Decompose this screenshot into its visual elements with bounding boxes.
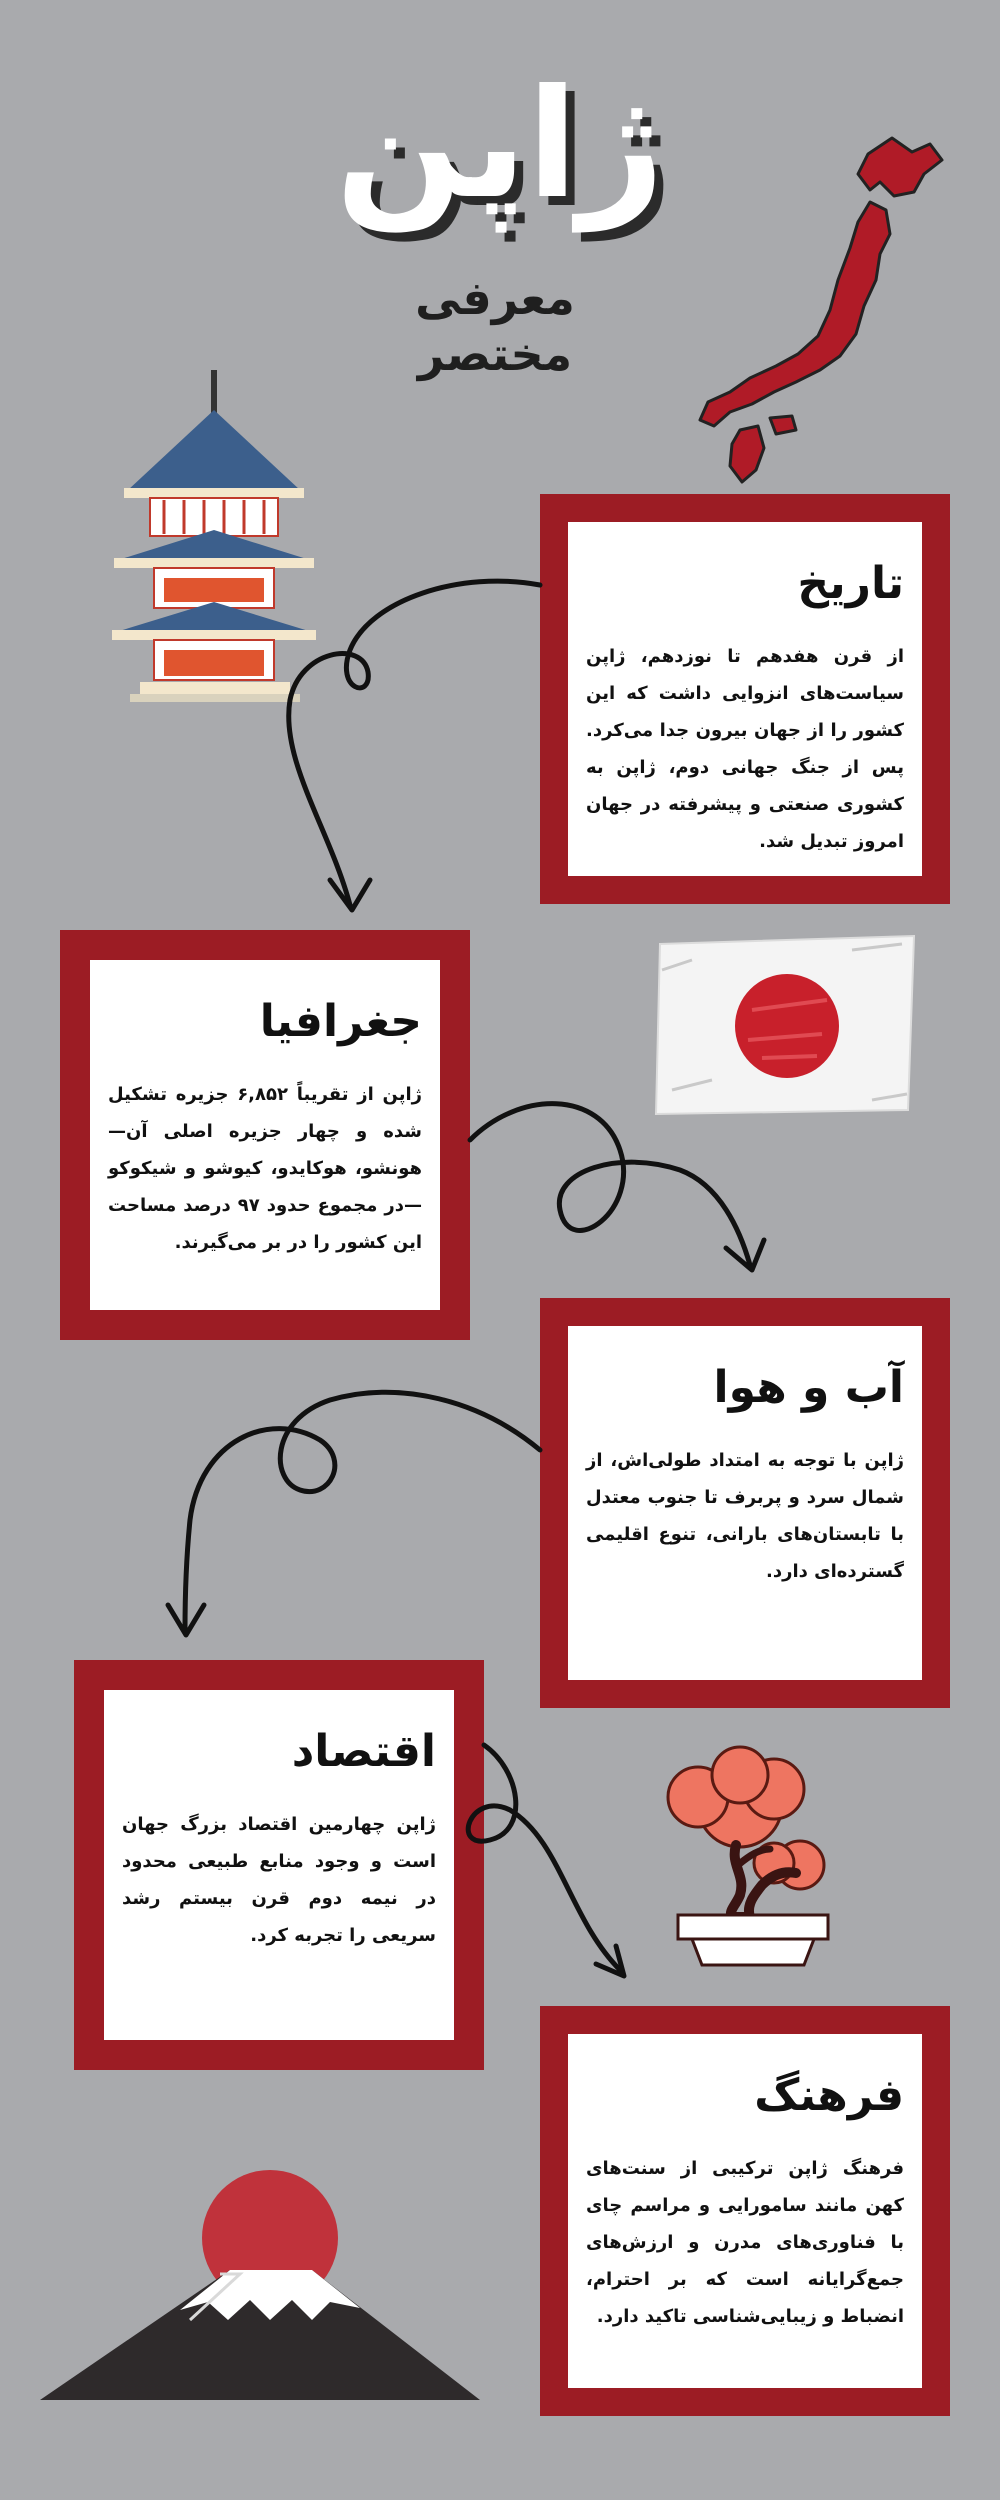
card-body-geography: ژاپن از تقریباً ۶,۸۵۲ جزیره تشکیل شده و چهار جزیره اصلی آن—هونشو، هوکایدو، کیوشو و شیکوکو—در مجموع حدود ۹۷ درصد مساحت این کشور را در بر می‌گیرند. <box>108 1084 423 1253</box>
card-title-climate: آب و هوا <box>713 1362 904 1413</box>
card-title-economy: اقتصاد <box>291 1726 436 1777</box>
card-culture <box>540 2006 950 2416</box>
page-title: ژاپن <box>335 58 665 232</box>
card-body-history: از قرن هفدهم تا نوزدهم، ژاپن سیاست‌های انزوایی داشت که این کشور را از جهان بیرون جدا می‌کرد. پس از جنگ جهانی دوم، ژاپن به کشوری صنعتی و پیشرفته در جهان امروز تبدیل شد. <box>586 646 904 852</box>
card-title-geography: جغرافیا <box>259 996 422 1047</box>
card-title-history: تاریخ <box>797 558 904 609</box>
mount-fuji-icon <box>30 2170 500 2410</box>
card-body-economy: ژاپن چهارمین اقتصاد بزرگ جهان است و وجود منابع طبیعی محدود در نیمه دوم قرن بیستم رشد سریعی را تجربه کرد. <box>122 1814 436 1946</box>
card-body-culture: فرهنگ ژاپن ترکیبی از سنت‌های کهن مانند سامورایی و مراسم چای با فناوری‌های مدرن و ارزش‌های جمع‌گرایانه است که بر احترام، انضباط و زیبایی‌شناسی تاکید دارد. <box>586 2158 904 2327</box>
page-subtitle: معرفی مختصر <box>415 271 575 381</box>
card-title-culture: فرهنگ <box>754 2070 904 2121</box>
card-body-climate: ژاپن با توجه به امتداد طولی‌اش، از شمال سرد و پربرف تا جنوب معتدل با تابستان‌های بارانی، تنوع اقلیمی گسترده‌ای دارد. <box>586 1450 904 1582</box>
